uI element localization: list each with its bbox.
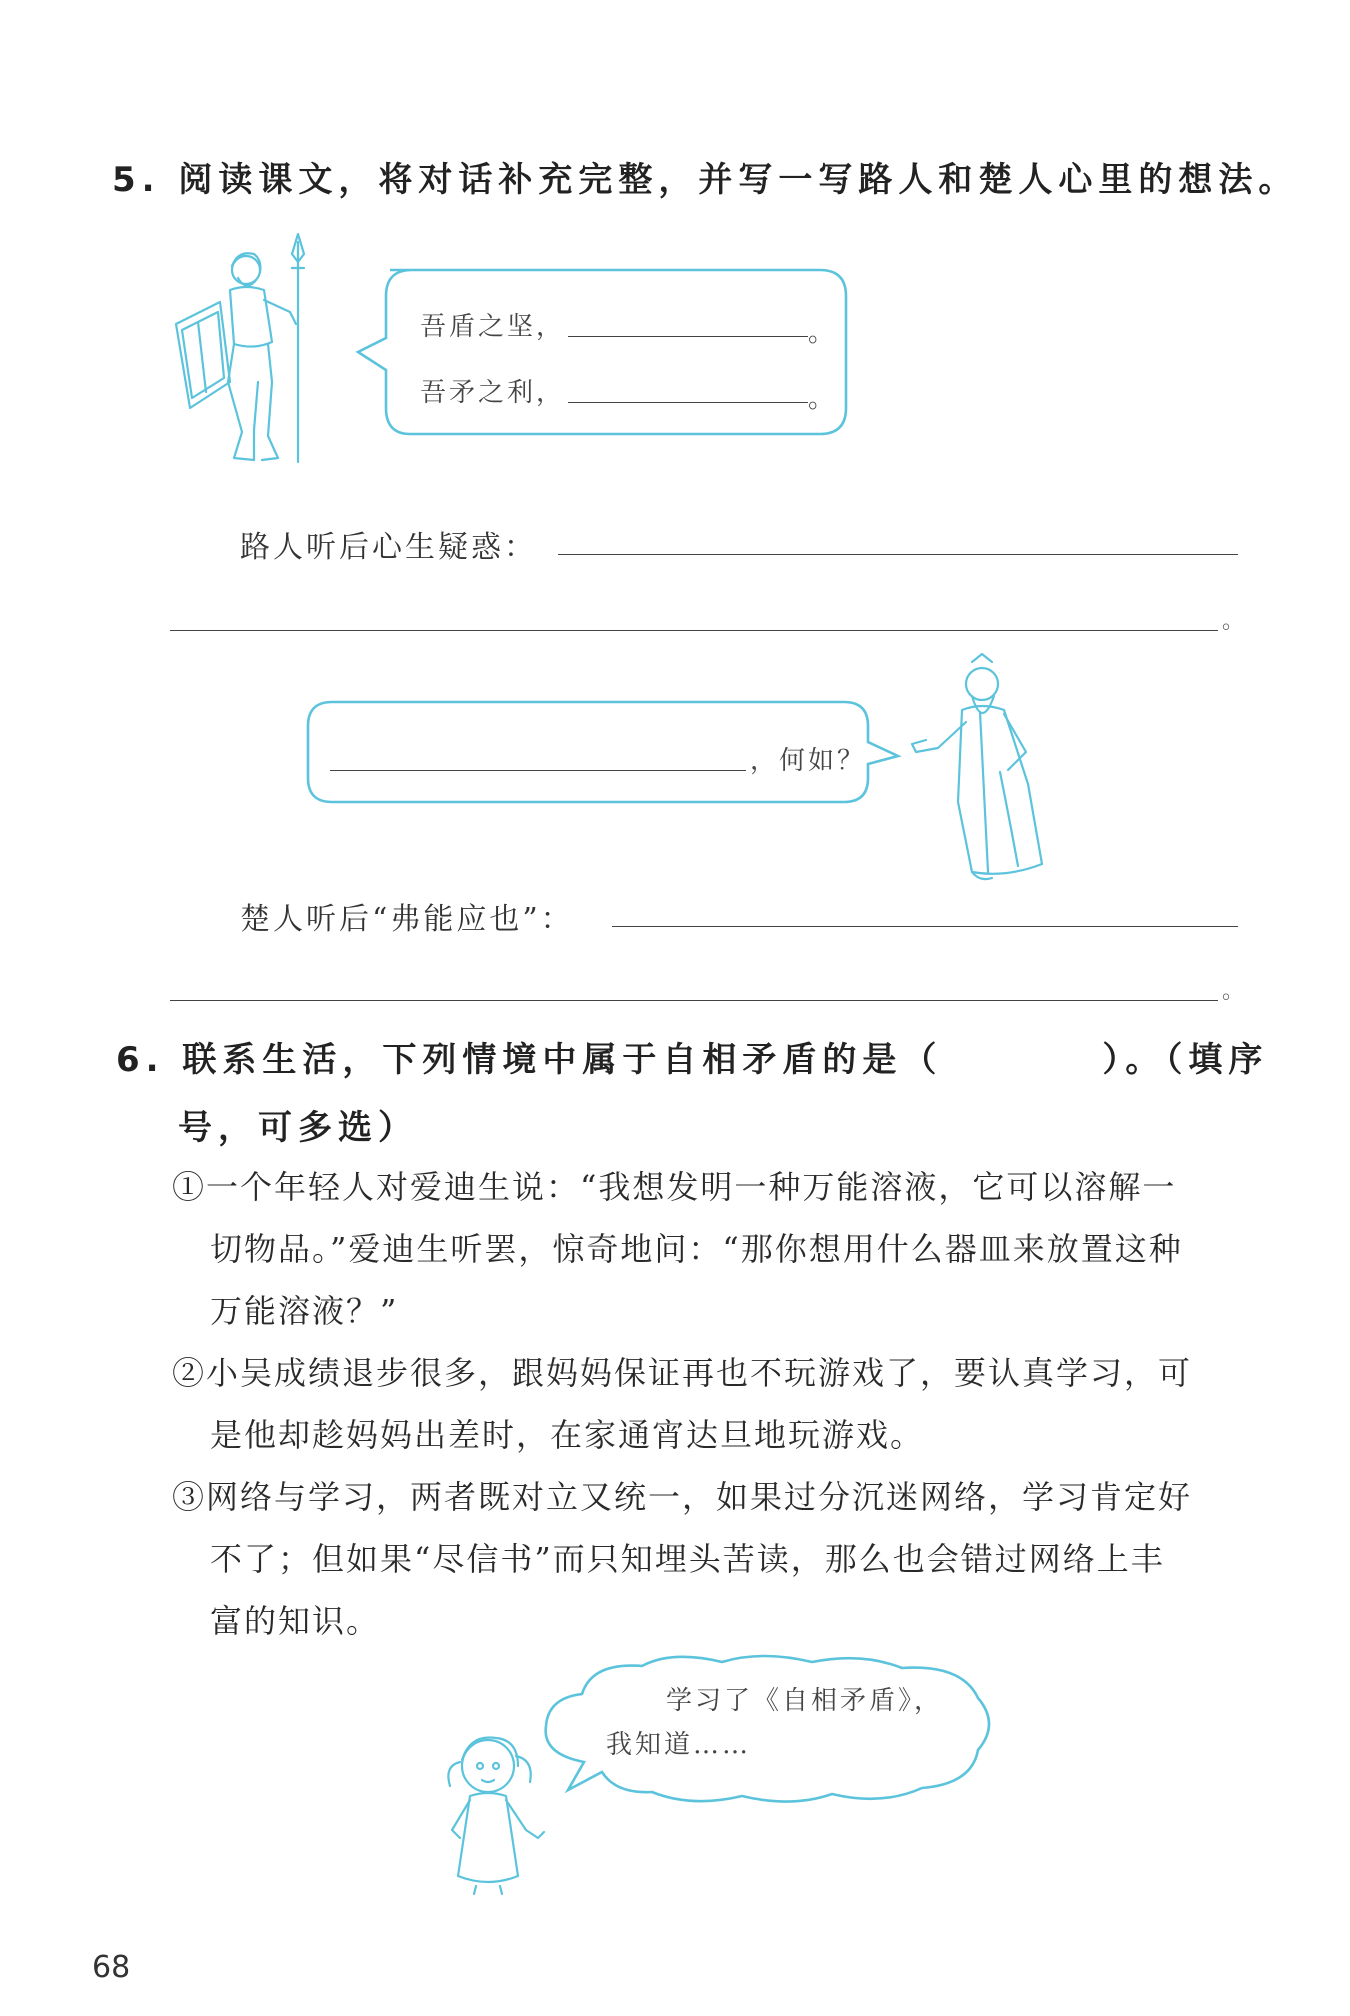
option-2-line-1: ②小吴成绩退步很多，跟妈妈保证再也不玩游戏了，要认真学习，可 (172, 1354, 1193, 1392)
bubble1-line2-prefix: 吾矛之利， (420, 378, 566, 408)
q6-title-text: 联系生活，下列情境中属于自相矛盾的是（ ）。（填序 (182, 1040, 1269, 1080)
option-3-line-2: 不了；但如果“尽信书”而只知埋头苦读，那么也会错过网络上丰 (210, 1540, 1165, 1578)
chuman-thought-blank-1[interactable] (612, 926, 1238, 927)
page-number: 68 (92, 1950, 131, 1985)
passerby-thought-label: 路人听后心生疑惑： (240, 530, 537, 565)
bubble1-line1-blank[interactable] (568, 336, 808, 337)
q6-option-3 (172, 1466, 1252, 1652)
q6-title-line2: 号，可多选） (178, 1108, 418, 1148)
passerby-thought-blank-1[interactable] (558, 554, 1238, 555)
end-mark-2: 。 (1222, 979, 1245, 1004)
cloud-line-2: 我知道…… (606, 1730, 752, 1760)
option-2-line-2: 是他却趁妈妈出差时，在家通宵达旦地玩游戏。 (210, 1416, 925, 1454)
end-mark-1: 。 (1222, 609, 1245, 634)
option-1-line-1: ①一个年轻人对爱迪生说：“我想发明一种万能溶液，它可以溶解一 (172, 1168, 1177, 1206)
q6-number: 6. (116, 1040, 165, 1080)
chu-man-soldier-illustration (168, 232, 318, 482)
q5-title-text: 阅读课文，将对话补充完整，并写一写路人和楚人心里的想法。 (178, 160, 1299, 200)
bubble2-blank[interactable] (330, 770, 746, 771)
speech-bubble-1-outline (350, 268, 850, 438)
passerby-robed-man-illustration (910, 652, 1070, 884)
bubble2-suffix: ，何如？ (750, 746, 867, 776)
bubble1-line2-blank[interactable] (568, 402, 808, 403)
q5-number: 5. (112, 160, 161, 200)
girl-illustration (430, 1726, 570, 1896)
option-3-line-3: 富的知识。 (210, 1602, 381, 1640)
option-1-line-3: 万能溶液？” (210, 1292, 399, 1330)
thought-cloud-outline (522, 1654, 1002, 1810)
q6-title-line1 (116, 1032, 1268, 1081)
option-3-line-1: ③网络与学习，两者既对立又统一，如果过分沉迷网络，学习肯定好 (172, 1478, 1193, 1516)
q6-option-1 (172, 1156, 1252, 1342)
bubble1-line2-suffix: 。 (808, 384, 838, 414)
q6-option-2 (172, 1342, 1252, 1466)
cloud-line-1: 学习了《自相矛盾》， (666, 1686, 944, 1716)
chuman-thought-label: 楚人听后“弗能应也”： (240, 902, 574, 937)
option-1-line-2: 切物品。”爱迪生听罢，惊奇地问：“那你想用什么器皿来放置这种 (210, 1230, 1183, 1268)
bubble1-line1-suffix: 。 (808, 318, 838, 348)
q5-title (112, 152, 1298, 201)
bubble1-line1-prefix: 吾盾之坚， (420, 312, 566, 342)
passerby-thought-blank-2[interactable] (170, 630, 1218, 631)
chuman-thought-blank-2[interactable] (170, 1000, 1218, 1001)
